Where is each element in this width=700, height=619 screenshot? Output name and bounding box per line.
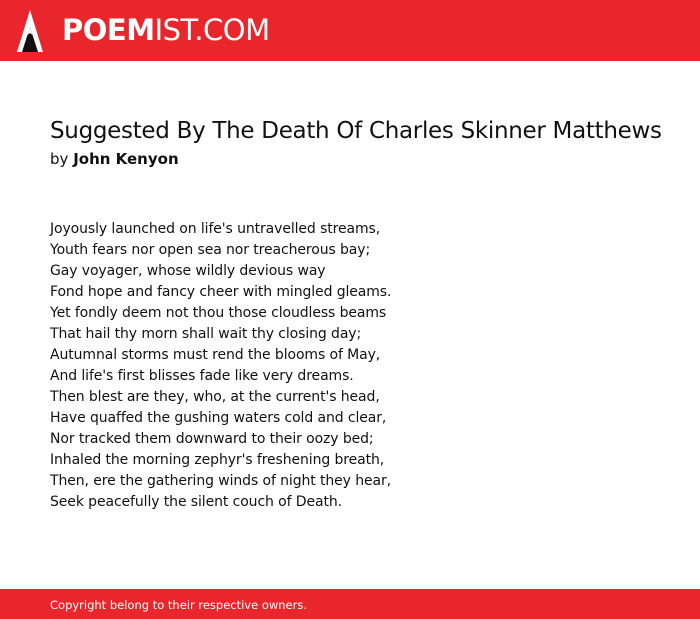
author-name: John Kenyon <box>73 150 179 168</box>
logo-text-bold: POEM <box>62 13 155 47</box>
poem-line: Seek peacefully the silent couch of Death. <box>50 494 342 510</box>
poem-line: Gay voyager, whose wildly devious way <box>50 263 326 279</box>
poem-line: Inhaled the morning zephyr's freshening breath, <box>50 452 385 468</box>
poem-line: Fond hope and fancy cheer with mingled gleams. <box>50 284 392 300</box>
byline <box>50 149 179 169</box>
poem-line: Autumnal storms must rend the blooms of May, <box>50 347 381 363</box>
site-header <box>0 0 700 61</box>
copyright-notice: Copyright belong to their respective owners. <box>50 598 308 612</box>
poem-body <box>50 219 670 513</box>
poem-line: Joyously launched on life's untravelled streams, <box>50 221 381 237</box>
poem-line: Then blest are they, who, at the current's head, <box>50 389 380 405</box>
site-logo[interactable] <box>62 12 270 48</box>
poem-line: Nor tracked them downward to their oozy bed; <box>50 431 374 447</box>
poem-line: That hail thy morn shall wait thy closing day; <box>50 326 362 342</box>
site-footer <box>0 589 700 619</box>
by-label: by <box>50 150 69 168</box>
poem-line: Then, ere the gathering winds of night they hear, <box>50 473 391 489</box>
logo-text-light: IST.COM <box>154 13 270 47</box>
poem-line: And life's first blisses fade like very dreams. <box>50 368 354 384</box>
pencil-mountain-icon[interactable] <box>17 10 43 52</box>
poem-title: Suggested By The Death Of Charles Skinner Matthews <box>50 118 662 144</box>
poem-line: Youth fears nor open sea nor treacherous bay; <box>50 242 371 258</box>
poem-line: Have quaffed the gushing waters cold and clear, <box>50 410 387 426</box>
poem-line: Yet fondly deem not thou those cloudless beams <box>50 305 387 321</box>
